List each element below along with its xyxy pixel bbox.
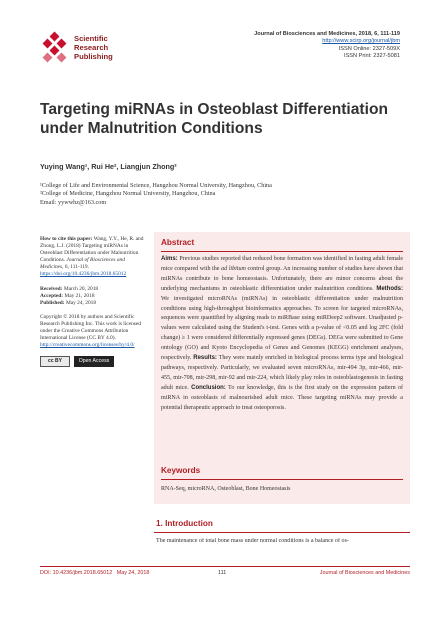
keywords-text: RNA-Seq, microRNA, Osteoblast, Bone Homeostasis [161,486,291,492]
issn-online: ISSN Online: 2327-509X [338,45,400,52]
scirp-logo-icon [40,32,70,62]
issn-print: ISSN Print: 2327-5081 [344,53,400,60]
accepted-date: May 21, 2018 [64,292,95,299]
abstract-divider [161,251,403,252]
citation-block: How to cite this paper: Wang, Y.Y., He, R. and Zhong, L.J. (2018) Targeting miRNAs in Osteoblast Differentiation under Malnutrition Conditions. Journal of Biosciences and Medicines, 6, 111-119. https://doi.org/10.4236/jbm.2018.65012 [40,236,144,278]
copyright-block: Copyright © 2018 by authors and Scientific Research Publishing Inc. This work is licensed under the Creative Commons Attribution International License (CC BY 4.0). http://creativecommons.org/licenses/by/4.0/ [40,313,141,349]
affiliation-2: ²College of Medicine, Hangzhou Normal University, Hangzhou, China [40,190,216,198]
keywords-divider [161,479,403,480]
article-info-column [40,236,148,367]
footer-journal-name: Journal of Biosciences and Medicines [319,570,410,576]
publisher-name: Scientific Research Publishing [74,34,113,62]
journal-url-link[interactable]: http://www.scirp.org/journal/jbm [322,38,400,45]
author-list: Yuying Wang¹, Rui He², Liangjun Zhong² [40,162,177,171]
introduction-text: The maintenance of total bone mass under normal conditions is a balance of os- [156,538,349,544]
page-number: 111 [218,570,227,576]
affiliation-1: ¹College of Life and Environmental Science, Hangzhou Normal University, Hangzhou, China [40,182,272,189]
footer-doi-date: DOI: 10.4236/jbm.2018.65012 May 24, 2018 [40,570,150,576]
keywords-heading: Keywords [161,466,201,475]
open-access-badge: Open Access [74,356,114,367]
license-badges [40,356,148,367]
publisher-logo [40,32,136,68]
journal-meta [254,31,400,61]
cc-by-badge-icon[interactable]: cc BY [40,356,70,367]
abstract-text: Aims: Previous studies reported that reduced bone formation was identified in fasting adult female mice compared with the ad libitum control group. An increasing number of studies have shown that miRNAs contribute to bone homeostasis. Unfortunately, there are minor concerns about the underlying mechanisms in osteoblastic differentiation under malnutrition conditions. Methods: We investigated microRNAs (miRNAs) in osteoblastic differentiation under malnutrition conditions using high-throughput bioinformatics approaches. To screen for targeted microRNAs, sequences were quantified by aligning reads to miRBase using miRDeep2 software. Unadjusted p-values were calculated using the Student's t-test. Genes with a p-value of <0.05 and log 2FC (fold change) ≥ 1 were considered differentially expressed genes (DEGs). DEGs were submitted to Gene ontology (GO) and Kyoto Encyclopedia of Genes and Genomes (KEGG) enrichment analyses, respectively. Results: They were mainly enriched in biological process terms type and biological pathways, respectively. Particularly, we evaluated seven microRNAs, mir-494 3p, mir-466, mir-455, mir-708, mir-298, mir-92 and mir-224, which likely play roles in osteoblastogenesis in fasting adult mice. Conclusion: To our knowledge, this is the first study on the expression pattern of miRNA in osteoblasts of malnourished adult mice. These targeting miRNAs may provide a potential therapeutic approach to treat osteoporosis. [161,256,404,411]
footer-divider [40,566,410,567]
paper-title: Targeting miRNAs in Osteoblast Differentiation under Malnutrition Conditions [40,101,389,137]
introduction-heading: 1. Introduction [156,519,213,528]
abstract-heading: Abstract [161,238,195,247]
doi-link[interactable]: https://doi.org/10.4236/jbm.2018.65012 [40,271,127,278]
dates-block: Received: March 20, 2018 Accepted: May 21, 2018 Published: May 24, 2018 [40,285,99,306]
affiliations [40,182,400,207]
abstract-box [154,232,410,504]
journal-citation-line: Journal of Biosciences and Medicines, 2018, 6, 111-119 [254,31,400,37]
received-date: March 20, 2018 [63,285,99,292]
author-email[interactable]: Email: yywwhz@163.com [40,198,107,206]
published-date: May 24, 2018 [65,299,97,306]
introduction-divider [154,532,410,533]
license-link[interactable]: http://creativecommons.org/licenses/by/4.0/ [40,342,135,349]
